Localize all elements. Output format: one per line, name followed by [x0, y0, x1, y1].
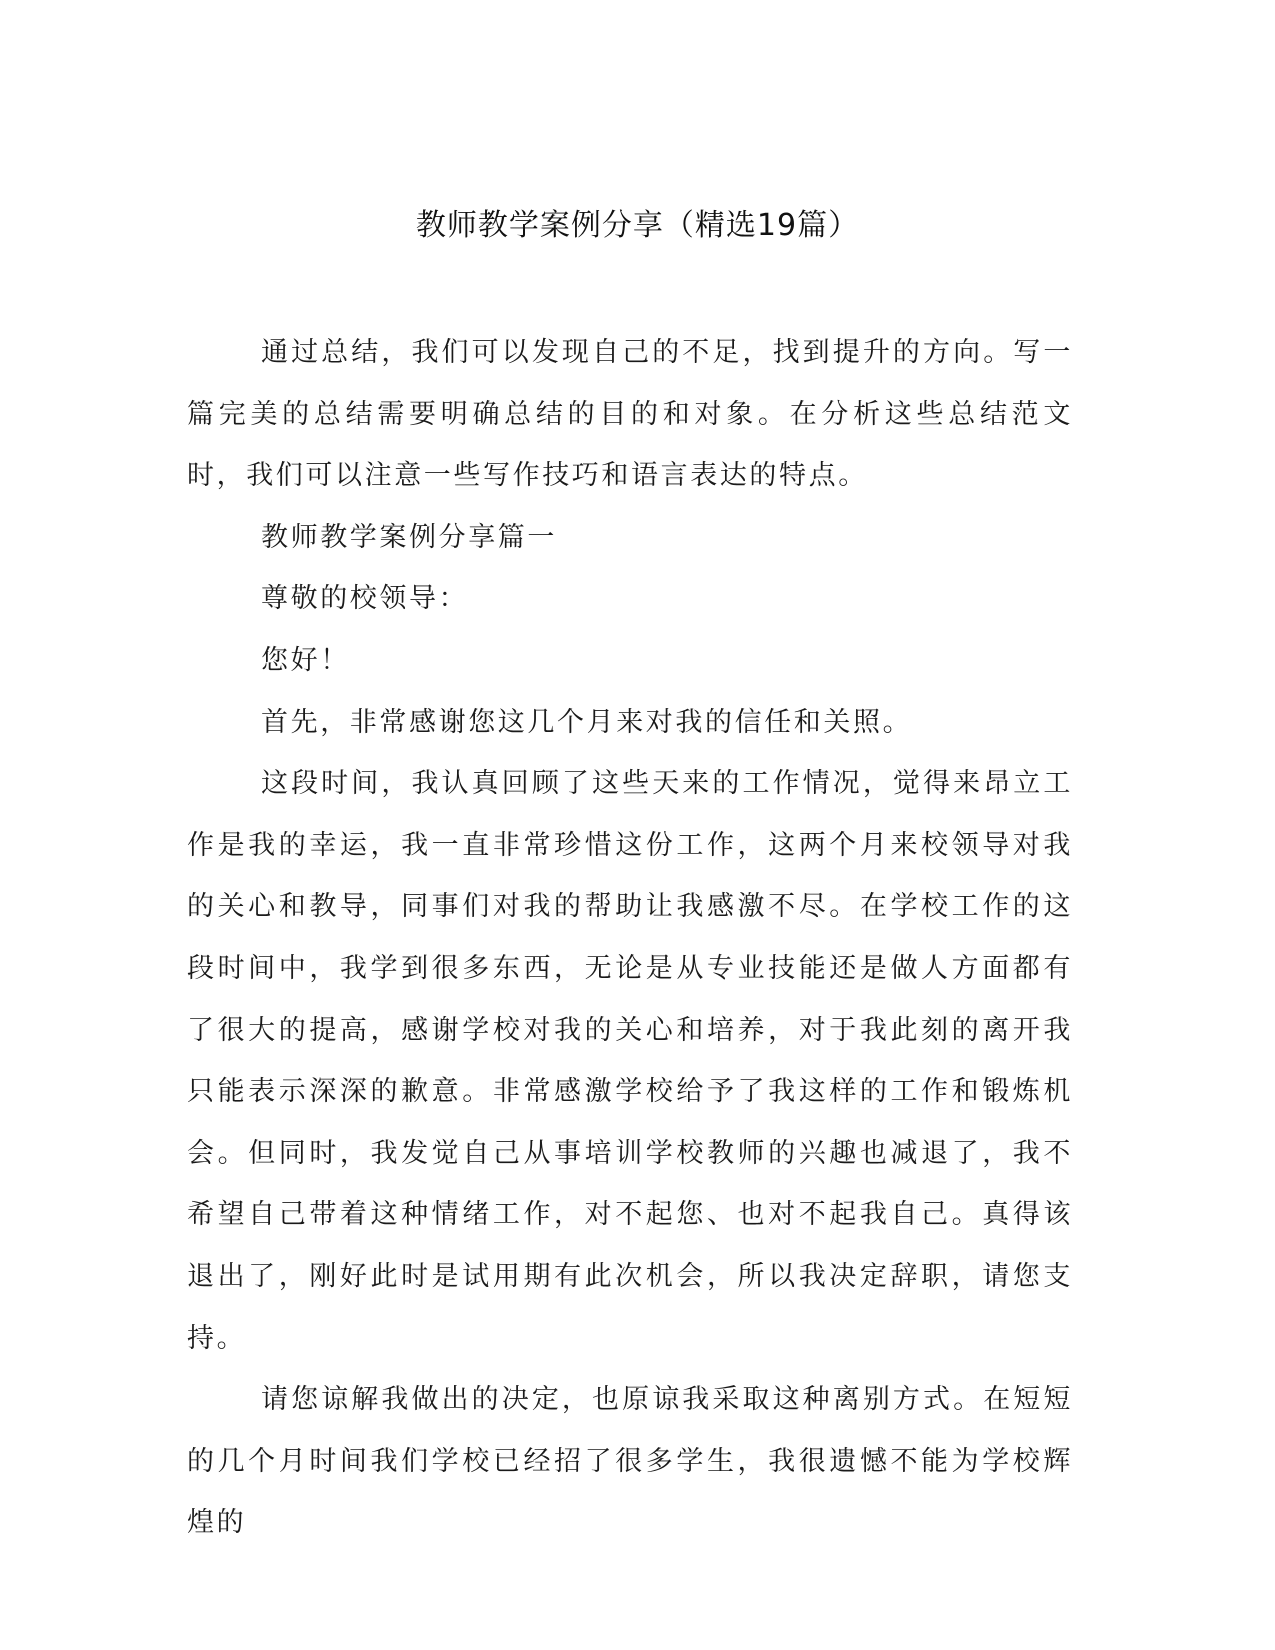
paragraph-intro: 通过总结，我们可以发现自己的不足，找到提升的方向。写一篇完美的总结需要明确总结的目的和对象。在分析这些总结范文时，我们可以注意一些写作技巧和语言表达的特点。	[187, 337, 1073, 492]
document-title: 教师教学案例分享（精选19篇）	[415, 208, 860, 243]
paragraph-main: 这段时间，我认真回顾了这些天来的工作情况，觉得来昂立工作是我的幸运，我一直非常珍惜这份工作，这两个月来校领导对我的关心和教导，同事们对我的帮助让我感激不尽。在学校工作的这段时间中，我学到很多东西，无论是从专业技能还是做人方面都有了很大的提高，感谢学校对我的关心和培养，对于我此刻的离开我只能表示深深的歉意。非常感激学校给予了我这样的工作和锻炼机会。但同时，我发觉自己从事培训学校教师的兴趣也减退了，我不希望自己带着这种情绪工作，对不起您、也对不起我自己。真得该退出了，刚好此时是试用期有此次机会，所以我决定辞职，请您支持。	[187, 768, 1073, 1354]
document-body	[187, 322, 1073, 1554]
paragraph-greeting: 您好！	[261, 644, 350, 676]
paragraph-section-heading: 教师教学案例分享篇一	[261, 521, 557, 553]
paragraph-closing: 请您谅解我做出的决定，也原谅我采取这种离别方式。在短短的几个月时间我们学校已经招了很多学生，我很遗憾不能为学校辉煌的	[187, 1384, 1073, 1539]
paragraph-salutation: 尊敬的校领导：	[261, 583, 469, 615]
paragraph-thanks: 首先，非常感谢您这几个月来对我的信任和关照。	[261, 706, 913, 738]
